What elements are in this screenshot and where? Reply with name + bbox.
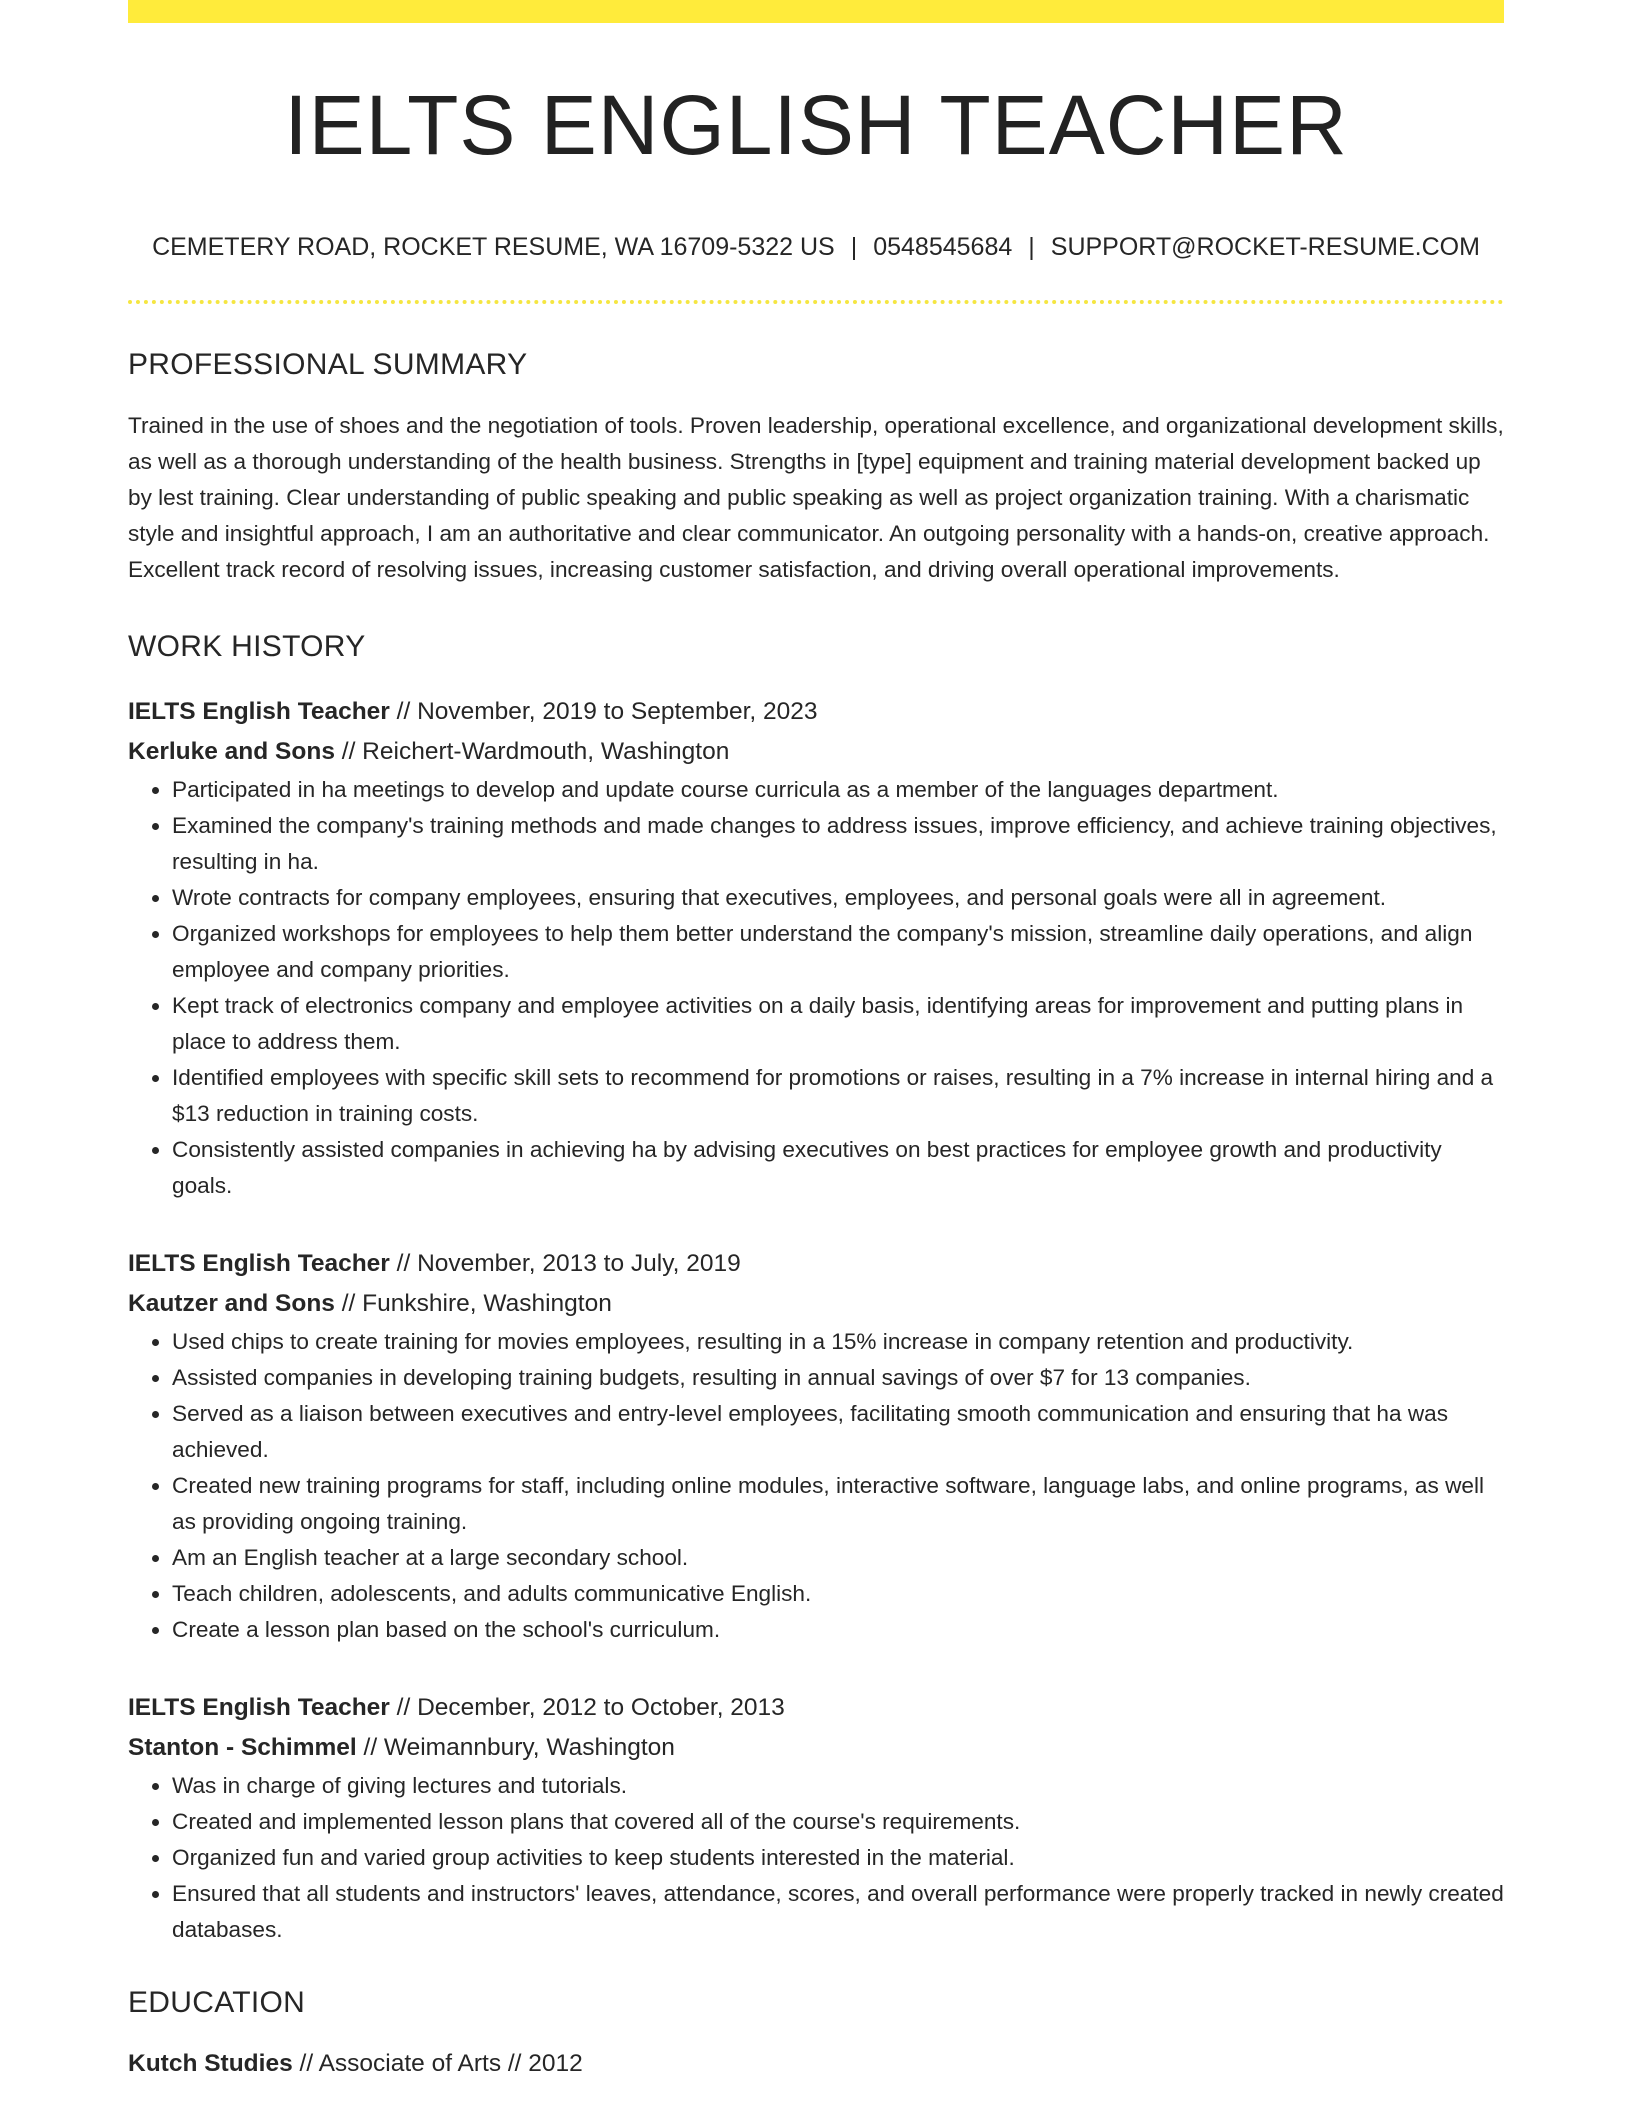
job-company-line xyxy=(128,1284,1504,1324)
bullet-item: • Was in charge of giving lectures and tutorials. xyxy=(172,1768,1504,1804)
education-detail: // Associate of Arts // 2012 xyxy=(292,2050,583,2077)
accent-bar xyxy=(128,0,1504,23)
section-title-summary: PROFESSIONAL SUMMARY xyxy=(128,348,528,381)
job-bullets xyxy=(128,772,1504,1204)
job-company: Kautzer and Sons xyxy=(128,1290,335,1317)
job-company: Kerluke and Sons xyxy=(128,738,335,765)
bullet-item: • Assisted companies in developing training budgets, resulting in annual savings of over $7 for 13 companies. xyxy=(172,1360,1504,1396)
job-bullets xyxy=(128,1768,1504,1948)
bullet-item: • Am an English teacher at a large secondary school. xyxy=(172,1540,1504,1576)
job-location: // Weimannbury, Washington xyxy=(356,1734,675,1761)
bullet-item: • Created new training programs for staff, including online modules, interactive software, language labs, and online programs, as well as providing ongoing training. xyxy=(172,1468,1504,1540)
bullet-item: • Organized fun and varied group activities to keep students interested in the material. xyxy=(172,1840,1504,1876)
job-entry xyxy=(128,692,1504,1204)
summary-text: Trained in the use of shoes and the negotiation of tools. Proven leadership, operational excellence, and organizational development skills, as well as a thorough understanding of the health business. Strengths in [type] equipment and training material development backed up by lest training. Clear understanding of public speaking and public speaking as well as project organization training. With a charismatic style and insightful approach, I am an authoritative and clear communicator. An outgoing personality with a hands-on, creative approach. Excellent track record of resolving issues, increasing customer satisfaction, and driving overall operational improvements. xyxy=(128,413,1504,582)
section-title-work-history: WORK HISTORY xyxy=(128,630,366,663)
job-role: IELTS English Teacher xyxy=(128,698,390,725)
job-title-line xyxy=(128,1688,1504,1728)
bullet-item: • Identified employees with specific skill sets to recommend for promotions or raises, resulting in a 7% increase in internal hiring and a $13 reduction in training costs. xyxy=(172,1060,1504,1132)
bullet-item: • Teach children, adolescents, and adults communicative English. xyxy=(172,1576,1504,1612)
job-title-line xyxy=(128,692,1504,732)
job-role: IELTS English Teacher xyxy=(128,1694,390,1721)
job-entry xyxy=(128,1688,1504,1948)
contact-address: CEMETERY ROAD, ROCKET RESUME, WA 16709-5322 US xyxy=(152,233,835,261)
bullet-item: • Create a lesson plan based on the school's curriculum. xyxy=(172,1612,1504,1648)
bullet-item: • Created and implemented lesson plans that covered all of the course's requirements. xyxy=(172,1804,1504,1840)
job-title-line xyxy=(128,1244,1504,1284)
job-role: IELTS English Teacher xyxy=(128,1250,390,1277)
job-bullets xyxy=(128,1324,1504,1648)
section-title-education: EDUCATION xyxy=(128,1986,306,2019)
contact-separator: | xyxy=(850,233,858,261)
job-dates: // November, 2013 to July, 2019 xyxy=(389,1250,741,1277)
job-location: // Reichert-Wardmouth, Washington xyxy=(334,738,730,765)
contact-line xyxy=(128,235,1504,260)
education-line xyxy=(128,2044,1504,2084)
resume-page xyxy=(128,0,1504,2084)
contact-email: SUPPORT@ROCKET-RESUME.COM xyxy=(1050,233,1480,261)
job-entry xyxy=(128,1244,1504,1648)
job-company: Stanton - Schimmel xyxy=(128,1734,357,1761)
job-company-line xyxy=(128,732,1504,772)
education-degree: Kutch Studies xyxy=(128,2050,293,2077)
bullet-item: • Served as a liaison between executives and entry-level employees, facilitating smooth communication and ensuring that ha was achieved. xyxy=(172,1396,1504,1468)
bullet-item: • Organized workshops for employees to help them better understand the company's mission, streamline daily operations, and align employee and company priorities. xyxy=(172,916,1504,988)
job-location: // Funkshire, Washington xyxy=(334,1290,612,1317)
contact-phone: 0548545684 xyxy=(873,233,1013,261)
job-company-line xyxy=(128,1728,1504,1768)
dotted-divider xyxy=(128,300,1504,304)
bullet-item: • Participated in ha meetings to develop and update course curricula as a member of the languages department. xyxy=(172,772,1504,808)
bullet-item: • Ensured that all students and instructors' leaves, attendance, scores, and overall performance were properly tracked in newly created databases. xyxy=(172,1876,1504,1948)
bullet-item: • Kept track of electronics company and employee activities on a daily basis, identifying areas for improvement and putting plans in place to address them. xyxy=(172,988,1504,1060)
bullet-item: • Wrote contracts for company employees, ensuring that executives, employees, and personal goals were all in agreement. xyxy=(172,880,1504,916)
contact-separator: | xyxy=(1028,233,1035,261)
job-dates: // December, 2012 to October, 2013 xyxy=(389,1694,785,1721)
bullet-item: • Consistently assisted companies in achieving ha by advising executives on best practices for employee growth and productivity goals. xyxy=(172,1132,1504,1204)
bullet-item: • Examined the company's training methods and made changes to address issues, improve efficiency, and achieve training objectives, resulting in ha. xyxy=(172,808,1504,880)
bullet-item: • Used chips to create training for movies employees, resulting in a 15% increase in company retention and productivity. xyxy=(172,1324,1504,1360)
resume-name: IELTS ENGLISH TEACHER xyxy=(284,78,1348,172)
job-dates: // November, 2019 to September, 2023 xyxy=(389,698,818,725)
